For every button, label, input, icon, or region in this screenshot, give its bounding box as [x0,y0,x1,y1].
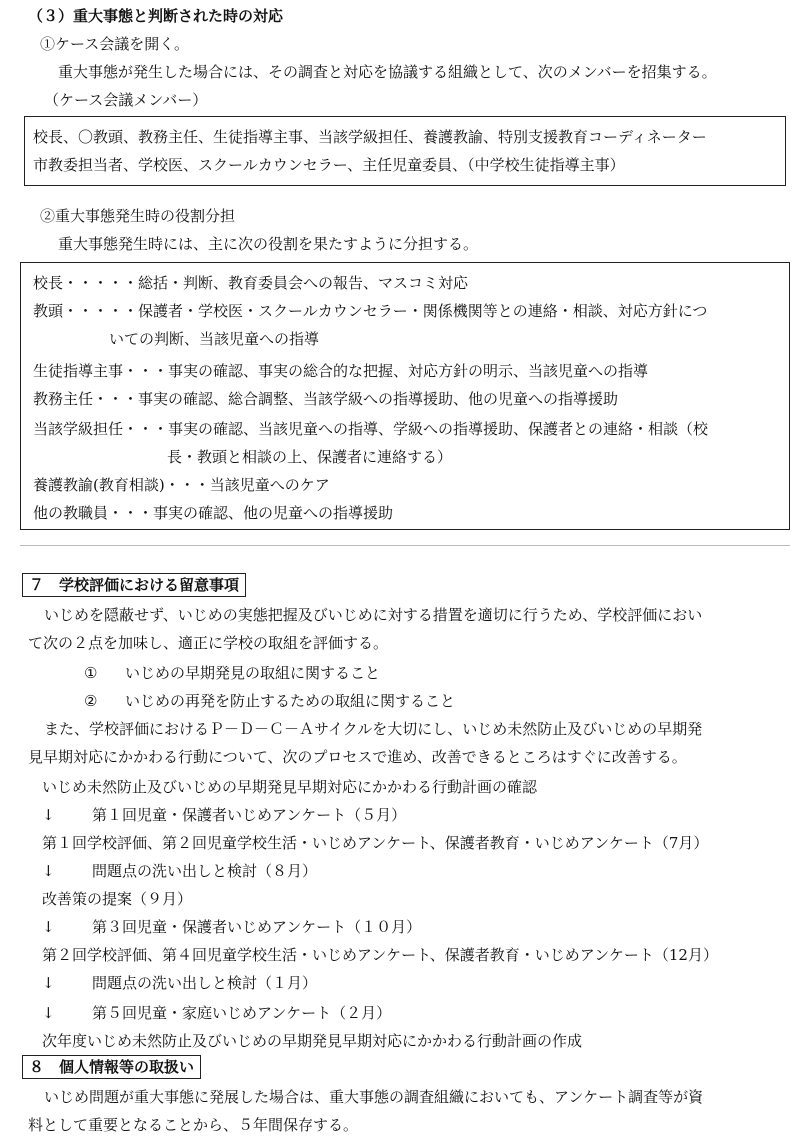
section3-sub2: ②重大事態発生時の役割分担 [40,207,236,225]
pdca-line1: また、学校評価におけるＰ－Ｄ－Ｃ－Ａサイクルを大切にし、いじめ未然防止及びいじめの早期発 [44,720,703,738]
members-label: （ケース会議メンバー） [44,91,208,109]
down-arrow-icon: ↓ [42,918,55,936]
role-school-nurse: 養護教諭(教育相談)・・・当該児童へのケア [33,476,330,494]
down-arrow-icon: ↓ [42,862,55,880]
role-vice-principal-cont: いての判断、当該児童への指導 [109,330,320,348]
process-step [42,857,317,885]
roles-box [20,262,790,530]
process-step [42,829,708,857]
process-step-text: 問題点の洗い出しと検討（１月） [92,974,318,992]
process-step [42,801,406,829]
role-homeroom-teacher: 当該学級担任・・・事実の確認、当該児童への指導、学級への指導援助、保護者との連絡・相談（校 [33,420,709,438]
process-step [42,969,317,997]
process-step-text: いじめ未然防止及びいじめの早期発見早期対応にかかわる行動計画の確認 [42,778,538,796]
section3-sub1-text: 重大事態が発生した場合には、その調査と対応を協議する組織として、次のメンバーを招集する。 [58,63,717,81]
section3-sub2-text: 重大事態発生時には、主に次の役割を果たすように分担する。 [58,235,479,253]
process-step-text: 問題点の洗い出しと検討（８月） [92,862,318,880]
process-step-text: 次年度いじめ未然防止及びいじめの早期発見早期対応にかかわる行動計画の作成 [42,1032,583,1050]
members-box [24,116,786,186]
section8-text-line2: 料として重要となることから、５年間保存する。 [28,1116,359,1134]
down-arrow-icon: ↓ [42,806,55,824]
process-step [42,1027,582,1055]
process-step-text: 第３回児童・保護者いじめアンケート（１０月） [92,918,422,936]
section3-title: （３）重大事態と判断された時の対応 [28,7,284,25]
section7-intro-line1: いじめを隠蔽せず、いじめの実態把握及びいじめに対する措置を適切に行うため、学校評価におい [44,606,703,624]
role-vice-principal: 教頭・・・・・保護者・学校医・スクールカウンセラー・関係機関等との連絡・相談、対応方針につ [33,302,708,320]
section-divider [20,545,790,546]
members-line-1: 校長、〇教頭、教務主任、生徒指導主事、当該学級担任、養護教諭、特別支援教育コーディネーター [33,128,707,146]
point-1 [84,659,380,687]
point-2-num: ② [84,692,98,710]
section8-title: ８ 個人情報等の取扱い [22,1055,201,1079]
role-academic-affairs: 教務主任・・・事実の確認、総合調整、当該学級への指導援助、他の児童への指導援助 [33,390,619,408]
process-step-text: 第２回学校評価、第４回児童学校生活・いじめアンケート、保護者教育・いじめアンケート（12月） [42,946,718,964]
down-arrow-icon: ↓ [42,1004,55,1022]
process-step-text: 第１回児童・保護者いじめアンケート（５月） [92,806,407,824]
role-principal: 校長・・・・・総括・判断、教育委員会への報告、マスコミ対応 [33,274,469,292]
process-step [42,913,421,941]
point-2-text: いじめの再発を防止するための取組に関すること [125,692,456,710]
role-homeroom-teacher-cont: 長・教頭と相談の上、保護者に連絡する） [167,448,453,466]
process-step [42,941,718,969]
section7-intro-line2: て次の２点を加味し、適正に学校の取組を評価する。 [28,634,389,652]
point-1-text: いじめの早期発見の取組に関すること [125,664,381,682]
pdca-line2: 見早期対応にかかわる行動について、次のプロセスで進め、改善できるところはすぐに改善する。 [28,748,687,766]
role-other-staff: 他の教職員・・・事実の確認、他の児童への指導援助 [33,504,394,522]
process-step-text: 第５回児童・家庭いじめアンケート（２月） [92,1004,392,1022]
process-step [42,999,391,1027]
down-arrow-icon: ↓ [42,974,55,992]
process-step-text: 改善策の提案（９月） [42,890,193,908]
section7-title: ７ 学校評価における留意事項 [22,573,246,597]
members-line-2: 市教委担当者、学校医、スクールカウンセラー、主任児童委員、（中学校生徒指導主事） [33,156,625,174]
process-step [42,773,537,801]
process-step-text: 第１回学校評価、第２回児童学校生活・いじめアンケート、保護者教育・いじめアンケート（7月） [42,834,709,852]
point-2 [84,687,455,715]
process-step [42,885,192,913]
section8-text-line1: いじめ問題が重大事態に発展した場合は、重大事態の調査組織においても、アンケート調査等が資 [44,1088,704,1106]
role-student-guidance: 生徒指導主事・・・事実の確認、事実の総合的な把握、対応方針の明示、当該児童への指導 [33,362,649,380]
point-1-num: ① [84,664,98,682]
section3-sub1: ①ケース会議を開く。 [40,35,189,53]
